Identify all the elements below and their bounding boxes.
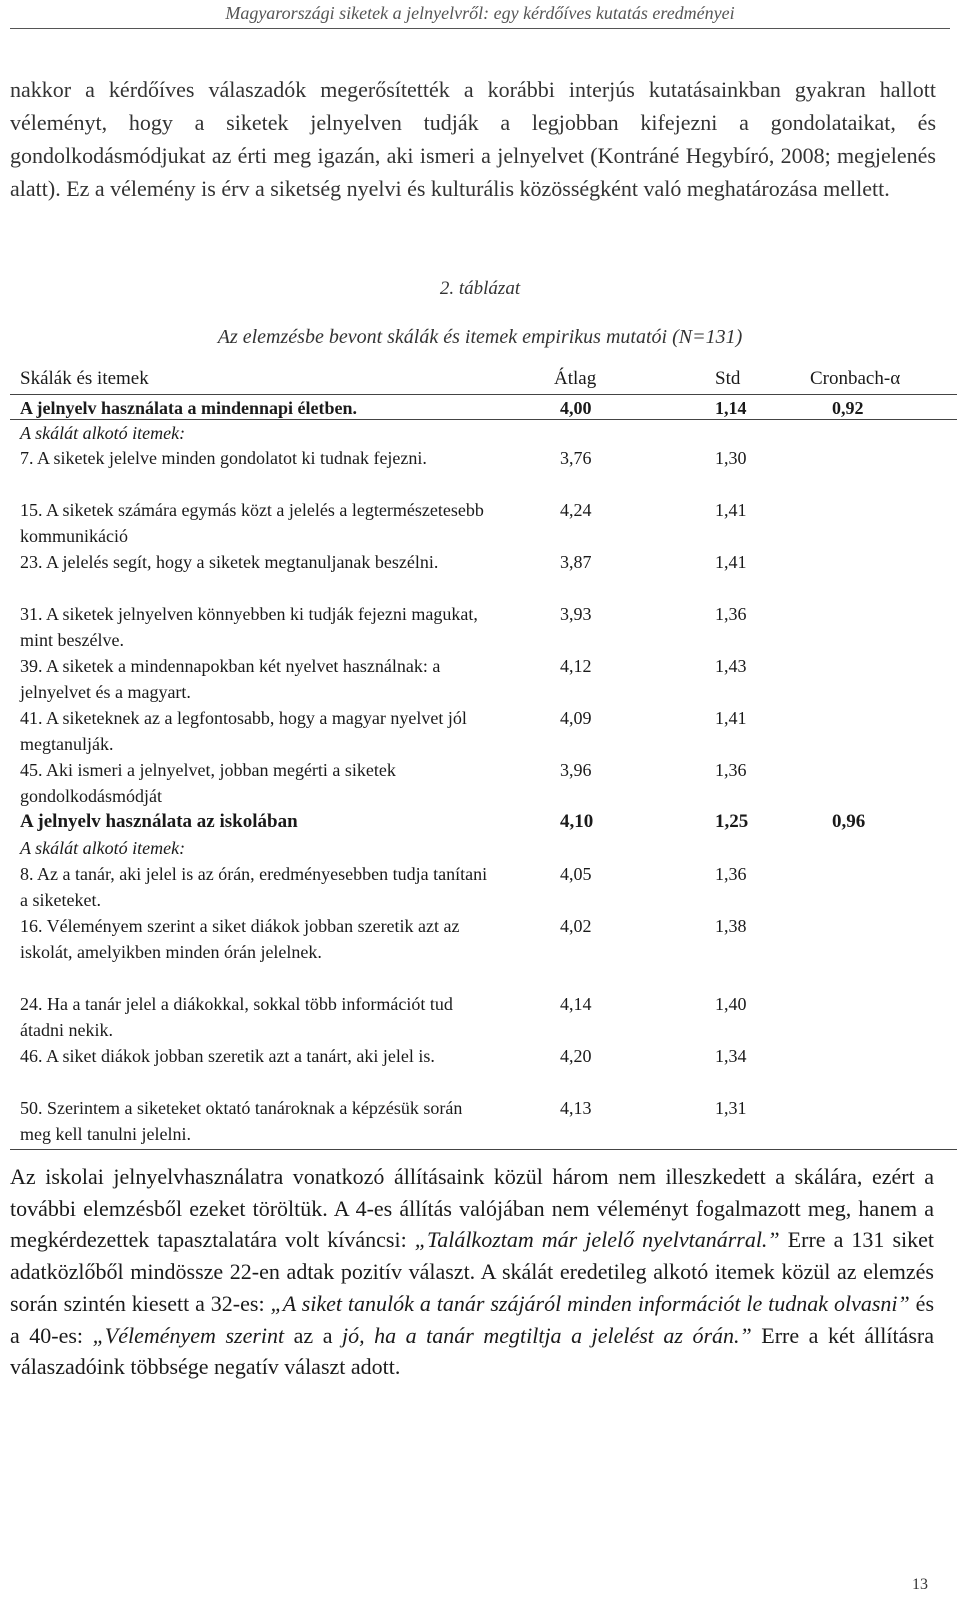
table-row	[10, 1095, 957, 1150]
item-text: 24. Ha a tanár jelel a diákokkal, sokkal több információt tud átadni nekik.	[20, 994, 453, 1040]
table-header-row	[10, 366, 957, 395]
item-mean: 3,93	[560, 604, 592, 624]
item-std: 1,40	[715, 994, 747, 1014]
scale-name: A jelnyelv használata a mindennapi életben.	[20, 398, 358, 418]
item-std: 1,36	[715, 604, 747, 624]
item-text: 7. A siketek jelelve minden gondolatot ki tudnak fejezni.	[20, 448, 427, 468]
item-mean: 4,02	[560, 916, 592, 936]
item-mean: 3,96	[560, 760, 592, 780]
column-header-alpha: Cronbach-α	[810, 368, 901, 389]
item-text: 39. A siketek a mindennapokban két nyelvet használnak: a jelnyelvet és a magyart.	[20, 656, 441, 702]
outro-text: Erre a 131 siket adatközlőből mindössze 22-en adtak pozitív választ. A skálát eredetileg alkotó itemek közül az elemzés során szintén kiesett a 32-es:	[10, 1227, 934, 1316]
table-row	[10, 549, 957, 601]
scale-alpha: 0,96	[832, 811, 866, 832]
table-row	[10, 705, 957, 757]
scale-sublabel-row	[10, 420, 957, 445]
scale-std: 1,14	[715, 398, 747, 418]
quote-item-40-end: jó, ha a tanár megtiltja a jelelést az órán.”	[341, 1322, 752, 1348]
item-text: 31. A siketek jelnyelven könnyebben ki tudják fejezni magukat, mint beszélve.	[20, 604, 478, 650]
item-std: 1,30	[715, 448, 747, 468]
item-mean: 4,12	[560, 656, 592, 676]
scale-std: 1,25	[715, 811, 749, 832]
table-row	[10, 757, 957, 809]
table-title: Az elemzésbe bevont skálák és itemek empirikus mutatói (N=131)	[217, 326, 743, 348]
table-row	[10, 861, 957, 913]
item-text: 16. Véleményem szerint a siket diákok jobban szeretik azt az iskolát, amelyikben minden órán jelelnek.	[20, 916, 460, 962]
intro-paragraph: nakkor a kérdőíves válaszadók megerősítették a korábbi interjús kutatásainkban gyakran hallott véleményt, hogy a siketek jelnyelven tudják a legjobban kifejezni a gondolataikat, és gondolkodásmódjukat az érti meg igazán, aki ismeri a jelnyelvet (Kontráné Hegybíró, 2008; megjelenés alatt). Ez a vélemény is érv a siketség nyelvi és kulturális közösségként való meghatározása mellett.	[10, 77, 936, 201]
scale-mean: 4,00	[560, 398, 592, 418]
table-row	[10, 653, 957, 705]
item-std: 1,38	[715, 916, 747, 936]
item-std: 1,36	[715, 760, 747, 780]
item-text: 46. A siket diákok jobban szeretik azt a tanárt, aki jelel is.	[20, 1046, 435, 1066]
table-number: 2. táblázat	[439, 278, 521, 299]
item-text: 50. Szerintem a siketeket oktató tanároknak a képzésük során meg kell tanulni jelelni.	[20, 1098, 463, 1144]
column-header-scales: Skálák és itemek	[20, 368, 149, 389]
item-mean: 3,87	[560, 552, 592, 572]
outro-text: és a 40-es:	[10, 1290, 935, 1348]
item-mean: 4,09	[560, 708, 592, 728]
scale-mean: 4,10	[560, 811, 594, 832]
scale-sublabel-row	[10, 835, 957, 861]
table-row	[10, 445, 957, 497]
quote-item-32: „A siket tanulók a tanár szájáról minden információt le tudnak olvasni”	[270, 1290, 910, 1316]
column-header-std: Std	[715, 368, 741, 389]
item-mean: 4,05	[560, 864, 592, 884]
quote-item-40-start: „Véleményem szerint	[92, 1322, 285, 1348]
running-header: Magyarországi siketek a jelnyelvről: egy kérdőíves kutatás eredményei	[10, 0, 950, 29]
item-std: 1,43	[715, 656, 747, 676]
statistics-table	[10, 366, 957, 1150]
table-row	[10, 601, 957, 653]
page-number: 13	[912, 1576, 928, 1593]
item-text: 15. A siketek számára egymás közt a jelelés a legtermészetesebb kommunikáció	[20, 500, 484, 546]
item-mean: 3,76	[560, 448, 592, 468]
item-std: 1,41	[715, 708, 747, 728]
table-row	[10, 991, 957, 1043]
table-row	[10, 913, 957, 991]
item-std: 1,41	[715, 552, 747, 572]
outro-text: Az iskolai jelnyelvhasználatra vonatkozó állításaink közül három nem illeszkedett a skálára, ezért a további elemzésből ezeket töröltük. A 4-es állítás valójában nem véleményt fogalmazott meg, hanem a megkérdezettek tapasztalatára volt kíváncsi:	[10, 1164, 934, 1253]
outro-paragraph	[10, 1161, 934, 1383]
scale-row	[10, 809, 957, 835]
item-text: 23. A jelelés segít, hogy a siketek megtanuljanak beszélni.	[20, 552, 439, 572]
scale-sublabel: A skálát alkotó itemek:	[20, 838, 186, 858]
column-header-mean: Átlag	[554, 368, 597, 389]
scale-name: A jelnyelv használata az iskolában	[20, 811, 298, 832]
item-std: 1,34	[715, 1046, 747, 1066]
item-text: 41. A siketeknek az a legfontosabb, hogy a magyar nyelvet jól megtanulják.	[20, 708, 467, 754]
outro-text: Erre a két állításra válaszadóink többsége negatív választ adott.	[10, 1322, 934, 1380]
scale-alpha: 0,92	[832, 398, 864, 418]
item-mean: 4,24	[560, 500, 592, 520]
scale-sublabel: A skálát alkotó itemek:	[20, 423, 186, 443]
quote-item-4: „Találkoztam már jelelő nyelvtanárral.”	[414, 1227, 780, 1253]
outro-text: az a	[284, 1322, 342, 1348]
item-std: 1,36	[715, 864, 747, 884]
table-row	[10, 497, 957, 549]
item-std: 1,41	[715, 500, 747, 520]
table-row	[10, 1043, 957, 1095]
item-text: 45. Aki ismeri a jelnyelvet, jobban megérti a siketek gondolkodásmódját	[20, 760, 396, 806]
item-std: 1,31	[715, 1098, 747, 1118]
scale-row	[10, 395, 957, 420]
item-text: 8. Az a tanár, aki jelel is az órán, eredményesebben tudja tanítani a siketeket.	[20, 864, 488, 910]
item-mean: 4,20	[560, 1046, 592, 1066]
item-mean: 4,14	[560, 994, 592, 1014]
item-mean: 4,13	[560, 1098, 592, 1118]
